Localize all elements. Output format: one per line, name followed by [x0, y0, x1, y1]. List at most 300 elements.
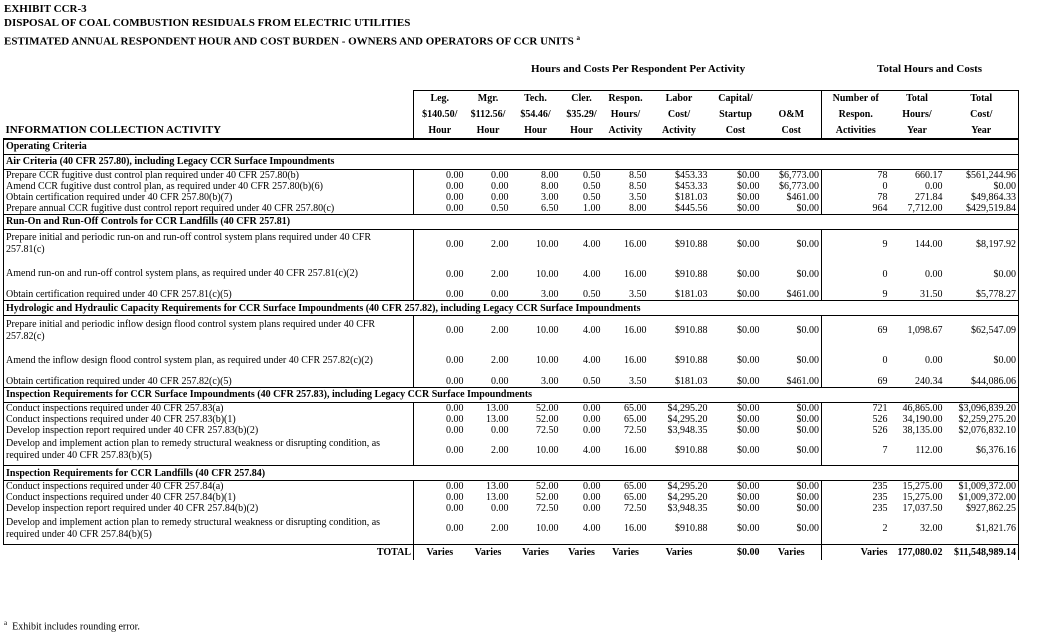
table-row [4, 492, 1019, 503]
value-cell-mgr: 13.00 [486, 402, 509, 414]
value-cell-tech: 52.00 [536, 413, 559, 425]
column-header-om: O&M [762, 107, 822, 123]
value-cell-mgr: 2.00 [491, 238, 509, 250]
section-row [4, 154, 1019, 169]
table-row [4, 316, 1019, 346]
value-cell-cost: $2,076,832.10 [945, 425, 1019, 436]
value-cell-hours: 38,135.00 [902, 424, 943, 436]
value-cell-hours: 112.00 [915, 444, 943, 456]
value-cell-hours: 31.50 [920, 289, 943, 300]
value-cell-mgr: 0.00 [491, 375, 509, 387]
value-cell-leg: 0.00 [414, 229, 466, 259]
column-header-respon: Hours/ [610, 109, 641, 120]
value-cell-leg: 0.00 [414, 492, 466, 503]
section-title: Inspection Requirements for CCR Surface Impoundments (40 CFR 257.83), including Legacy CCR Surface Impoundments [4, 387, 1019, 402]
total-cell-tech: Varies [511, 544, 561, 560]
exhibit-title: DISPOSAL OF COAL COMBUSTION RESIDUALS FROM ELECTRIC UTILITIES [4, 17, 411, 29]
header-spacer [4, 107, 414, 123]
value-cell-num: 78 [822, 169, 890, 181]
value-cell-hours: 144.00 [915, 238, 943, 250]
value-cell-cost: $429,519.84 [945, 203, 1019, 215]
value-cell-mgr: 13.00 [486, 492, 509, 503]
value-cell-labor: $910.88 [675, 355, 708, 366]
column-header-labor: Activity [662, 124, 696, 136]
value-cell-mgr: 2.00 [491, 325, 509, 337]
column-header-capital: Cost [725, 124, 746, 136]
value-cell-cler: 4.00 [583, 444, 601, 456]
total-cell-respon: Varies [603, 544, 649, 560]
column-header-leg: Leg. [414, 91, 466, 107]
value-cell-tech: 10.00 [536, 355, 559, 366]
table-row [4, 402, 1019, 414]
value-cell-mgr: 0.00 [491, 424, 509, 436]
value-cell-cost: $1,821.76 [945, 514, 1019, 544]
value-cell-num: 721 [822, 402, 890, 414]
value-cell-tech: 52.00 [536, 481, 559, 492]
value-cell-mgr: 0.00 [491, 289, 509, 300]
value-cell-om: $0.00 [762, 492, 822, 503]
value-cell-leg: 0.00 [414, 481, 466, 493]
footnote-text: Exhibit includes rounding error. [12, 621, 140, 633]
table-row [4, 192, 1019, 203]
column-header-respon: Activity [608, 124, 643, 136]
table-row [4, 414, 1019, 425]
section-title: Inspection Requirements for CCR Landfills (40 CFR 257.84) [4, 466, 1019, 481]
table-body [4, 91, 1019, 560]
value-cell-respon: 16.00 [624, 325, 647, 337]
footnote [4, 619, 140, 632]
value-cell-cler: 4.00 [583, 268, 601, 280]
value-cell-tech: 72.50 [536, 503, 559, 514]
activity-cell: Prepare annual CCR fugitive dust control report required under 40 CFR 257.80(c) [4, 203, 414, 215]
value-cell-hours: 0.00 [925, 268, 943, 280]
value-cell-cost: $2,259,275.20 [945, 414, 1019, 425]
value-cell-cost: $1,009,372.00 [945, 481, 1019, 493]
value-cell-tech: 10.00 [536, 325, 559, 337]
value-cell-om: $0.00 [762, 402, 822, 414]
value-cell-capital: $0.00 [737, 355, 760, 366]
activity-cell: Develop and implement action plan to remedy structural weakness or disrupting condition, as required under 40 CFR 257.83(b)(5) [4, 436, 414, 466]
column-header-capital: Capital/ [710, 91, 762, 107]
total-row [4, 544, 1019, 560]
value-cell-cost: $561,244.96 [945, 169, 1019, 181]
value-cell-num: 526 [822, 425, 890, 436]
value-cell-num: 69 [822, 316, 890, 346]
value-cell-cost: $3,096,839.20 [945, 402, 1019, 414]
value-cell-cler: 0.50 [583, 169, 601, 181]
column-header-tech: $54.46/ [520, 109, 551, 120]
value-cell-cler: 0.00 [583, 413, 601, 425]
value-cell-cler: 0.00 [583, 402, 601, 414]
value-cell-leg: 0.00 [414, 425, 466, 436]
value-cell-num: 78 [822, 192, 890, 203]
value-cell-mgr: 0.00 [491, 169, 509, 181]
activity-cell: Obtain certification required under 40 CFR 257.81(c)(5) [4, 289, 414, 301]
value-cell-mgr: 2.00 [491, 355, 509, 366]
activity-cell: Prepare CCR fugitive dust control plan required under 40 CFR 257.80(b) [4, 169, 414, 181]
total-cell-capital: $0.00 [710, 544, 762, 560]
value-cell-labor: $3,948.35 [667, 424, 708, 436]
value-cell-capital: $0.00 [737, 191, 760, 203]
value-cell-capital: $0.00 [737, 424, 760, 436]
value-cell-tech: 8.00 [541, 169, 559, 181]
header-row [4, 107, 1019, 123]
value-cell-leg: 0.00 [414, 436, 466, 466]
value-cell-respon: 3.50 [629, 375, 647, 387]
value-cell-respon: 3.50 [629, 289, 647, 300]
activity-cell: Conduct inspections required under 40 CFR 257.84(b)(1) [4, 492, 414, 503]
value-cell-leg: 0.00 [414, 192, 466, 203]
activity-cell: Develop inspection report required under 40 CFR 257.84(b)(2) [4, 503, 414, 514]
column-header-total_hours: Total [890, 91, 945, 107]
activity-cell: Prepare initial and periodic inflow design flood control system plans required under 40 CFR 257.82(c) [4, 316, 414, 346]
value-cell-cler: 4.00 [583, 355, 601, 366]
total-label: TOTAL [4, 544, 414, 560]
value-cell-om: $0.00 [762, 316, 822, 346]
value-cell-cost: $5,778.27 [945, 289, 1019, 301]
value-cell-capital: $0.00 [737, 503, 760, 514]
value-cell-cost: $0.00 [945, 181, 1019, 192]
value-cell-respon: 72.50 [624, 503, 647, 514]
value-cell-tech: 6.50 [541, 202, 559, 214]
section-title: Air Criteria (40 CFR 257.80), including Legacy CCR Surface Impoundments [4, 154, 1019, 169]
value-cell-num: 235 [822, 481, 890, 493]
value-cell-respon: 16.00 [624, 523, 647, 535]
value-cell-labor: $4,295.20 [667, 492, 708, 503]
value-cell-num: 0 [822, 181, 890, 192]
value-cell-leg: 0.00 [414, 514, 466, 544]
value-cell-labor: $453.33 [675, 180, 708, 192]
section-title: Hydrologic and Hydraulic Capacity Requirements for CCR Surface Impoundments (40 CFR 257.82), including Legacy CCR Surface Impoundments [4, 301, 1019, 316]
value-cell-cler: 4.00 [583, 325, 601, 337]
value-cell-num: 526 [822, 414, 890, 425]
value-cell-cost: $8,197.92 [945, 229, 1019, 259]
section-row [4, 214, 1019, 229]
activity-cell: Amend CCR fugitive dust control plan, as required under 40 CFR 257.80(b)(6) [4, 181, 414, 192]
value-cell-labor: $4,295.20 [667, 413, 708, 425]
header-spacer [4, 91, 414, 107]
value-cell-mgr: 0.00 [491, 503, 509, 514]
value-cell-mgr: 2.00 [491, 444, 509, 456]
value-cell-respon: 3.50 [629, 191, 647, 203]
value-cell-om: $6,773.00 [762, 181, 822, 192]
value-cell-hours: 1,098.67 [907, 325, 943, 337]
activity-column-header: INFORMATION COLLECTION ACTIVITY [5, 123, 222, 136]
value-cell-cler: 0.00 [583, 481, 601, 492]
exhibit-subtitle [4, 31, 580, 49]
value-cell-om: $461.00 [762, 376, 822, 388]
total-cell-mgr: Varies [466, 544, 511, 560]
value-cell-tech: 10.00 [536, 444, 559, 456]
column-header-total_cost: Year [945, 123, 1019, 139]
value-cell-num: 235 [822, 492, 890, 503]
value-cell-mgr: 0.00 [491, 180, 509, 192]
value-cell-cost: $1,009,372.00 [945, 492, 1019, 503]
table-row [4, 376, 1019, 388]
value-cell-om: $0.00 [762, 481, 822, 493]
value-cell-mgr: 2.00 [491, 268, 509, 280]
value-cell-cler: 0.00 [583, 503, 601, 514]
value-cell-labor: $4,295.20 [667, 402, 708, 414]
value-cell-leg: 0.00 [414, 289, 466, 301]
value-cell-hours: 240.34 [915, 375, 943, 387]
value-cell-capital: $0.00 [737, 523, 760, 535]
value-cell-hours: 15,275.00 [902, 492, 943, 503]
section-row [4, 387, 1019, 402]
value-cell-tech: 72.50 [536, 424, 559, 436]
activity-cell: Prepare initial and periodic run-on and run-off control system plans required under 40 CFR 257.81(c) [4, 229, 414, 259]
value-cell-leg: 0.00 [414, 316, 466, 346]
value-cell-cler: 4.00 [583, 523, 601, 535]
value-cell-leg: 0.00 [414, 414, 466, 425]
value-cell-respon: 16.00 [624, 238, 647, 250]
value-cell-cost: $927,862.25 [945, 503, 1019, 514]
table-row [4, 229, 1019, 259]
value-cell-hours: 271.84 [915, 191, 943, 203]
section-row [4, 466, 1019, 481]
exhibit-label: EXHIBIT CCR-3 [4, 3, 87, 15]
activity-cell: Conduct inspections required under 40 CFR 257.83(b)(1) [4, 414, 414, 425]
column-header-cler: Hour [570, 124, 593, 136]
column-header-mgr: Hour [476, 124, 500, 136]
value-cell-num: 0 [822, 259, 890, 289]
value-cell-om: $6,773.00 [762, 169, 822, 181]
column-header-total_cost: Total [945, 91, 1019, 107]
value-cell-hours: 0.00 [925, 180, 943, 192]
value-cell-tech: 52.00 [536, 402, 559, 414]
activity-cell: Conduct inspections required under 40 CFR 257.84(a) [4, 481, 414, 493]
table-row [4, 169, 1019, 181]
value-cell-hours: 46,865.00 [902, 402, 943, 414]
value-cell-respon: 65.00 [624, 402, 647, 414]
total-cell-cost: $11,548,989.14 [945, 544, 1019, 560]
value-cell-capital: $0.00 [737, 413, 760, 425]
category-label: Operating Criteria [4, 139, 1019, 155]
total-cell-hours: 177,080.02 [890, 544, 945, 560]
value-cell-labor: $181.03 [675, 375, 708, 387]
column-header-om: Cost [762, 123, 822, 139]
value-cell-capital: $0.00 [737, 180, 760, 192]
value-cell-hours: 17,037.50 [902, 503, 943, 514]
value-cell-capital: $0.00 [737, 202, 760, 214]
value-cell-leg: 0.00 [414, 203, 466, 215]
value-cell-respon: 65.00 [624, 492, 647, 503]
value-cell-cost: $6,376.16 [945, 436, 1019, 466]
total-cell-om: Varies [762, 544, 822, 560]
value-cell-om: $0.00 [762, 229, 822, 259]
footnote-mark: a [4, 619, 8, 627]
value-cell-cost: $0.00 [945, 346, 1019, 376]
table-row [4, 425, 1019, 436]
value-cell-respon: 8.50 [629, 180, 647, 192]
value-cell-num: 235 [822, 503, 890, 514]
value-cell-om: $0.00 [762, 503, 822, 514]
value-cell-cost: $49,864.33 [945, 192, 1019, 203]
value-cell-hours: 7,712.00 [907, 202, 943, 214]
header-row [4, 123, 1019, 139]
value-cell-num: 0 [822, 346, 890, 376]
total-cell-labor: Varies [649, 544, 710, 560]
value-cell-mgr: 13.00 [486, 481, 509, 492]
value-cell-labor: $445.56 [675, 202, 708, 214]
value-cell-tech: 3.00 [541, 289, 559, 300]
value-cell-num: 9 [822, 289, 890, 301]
value-cell-leg: 0.00 [414, 402, 466, 414]
value-cell-om: $461.00 [762, 289, 822, 301]
value-cell-tech: 10.00 [536, 268, 559, 280]
value-cell-labor: $910.88 [675, 523, 708, 535]
activity-cell: Obtain certification required under 40 CFR 257.80(b)(7) [4, 192, 414, 203]
value-cell-cler: 0.00 [583, 424, 601, 436]
total-cell-cler: Varies [561, 544, 603, 560]
subtitle-footnote-mark: a [576, 34, 580, 42]
value-cell-mgr: 2.00 [491, 523, 509, 535]
value-cell-hours: 15,275.00 [902, 481, 943, 492]
value-cell-leg: 0.00 [414, 503, 466, 514]
activity-cell: Amend run-on and run-off control system plans, as required under 40 CFR 257.81(c)(2) [4, 259, 414, 289]
activity-cell: Obtain certification required under 40 CFR 257.82(c)(5) [4, 376, 414, 388]
activity-cell: Conduct inspections required under 40 CFR 257.83(a) [4, 402, 414, 414]
value-cell-hours: 660.17 [915, 169, 943, 181]
value-cell-labor: $3,948.35 [667, 503, 708, 514]
column-header-num_resp: Activities [822, 123, 890, 139]
value-cell-tech: 52.00 [536, 492, 559, 503]
value-cell-respon: 16.00 [624, 268, 647, 280]
section-row [4, 301, 1019, 316]
value-cell-leg: 0.00 [414, 346, 466, 376]
category-row [4, 139, 1019, 155]
column-header-tech: Hour [524, 124, 547, 136]
value-cell-hours: 32.00 [920, 523, 943, 535]
group-header-per-respondent: Hours and Costs Per Respondent Per Activity [531, 63, 746, 75]
value-cell-respon: 16.00 [624, 355, 647, 366]
column-header-cler: Cler. [561, 91, 603, 107]
column-header-total_cost: Cost/ [945, 107, 1019, 123]
value-cell-cler: 0.50 [583, 191, 601, 203]
table-row [4, 259, 1019, 289]
value-cell-om: $0.00 [762, 436, 822, 466]
value-cell-labor: $910.88 [675, 444, 708, 456]
total-cell-num: Varies [822, 544, 890, 560]
value-cell-cler: 1.00 [583, 202, 601, 214]
value-cell-labor: $453.33 [675, 169, 708, 181]
value-cell-labor: $910.88 [675, 238, 708, 250]
value-cell-leg: 0.00 [414, 259, 466, 289]
value-cell-cost: $44,086.06 [945, 376, 1019, 388]
value-cell-om: $0.00 [762, 514, 822, 544]
value-cell-capital: $0.00 [737, 238, 760, 250]
value-cell-cler: 0.00 [583, 492, 601, 503]
value-cell-respon: 16.00 [624, 444, 647, 456]
value-cell-tech: 8.00 [541, 180, 559, 192]
value-cell-respon: 8.00 [629, 202, 647, 214]
value-cell-mgr: 0.00 [491, 191, 509, 203]
table-row [4, 289, 1019, 301]
value-cell-capital: $0.00 [737, 289, 760, 300]
burden-table [3, 90, 1019, 560]
value-cell-leg: 0.00 [414, 376, 466, 388]
column-header-num_resp: Number of [822, 91, 890, 107]
total-cell-leg: Varies [414, 544, 466, 560]
value-cell-labor: $181.03 [675, 289, 708, 300]
value-cell-tech: 10.00 [536, 238, 559, 250]
activity-cell: Amend the inflow design flood control system plan, as required under 40 CFR 257.82(c)(2) [4, 346, 414, 376]
value-cell-om: $461.00 [762, 192, 822, 203]
value-cell-cler: 0.50 [583, 289, 601, 300]
value-cell-respon: 72.50 [624, 424, 647, 436]
value-cell-num: 69 [822, 376, 890, 388]
column-header-total_hours: Year [907, 124, 927, 136]
column-header-om [762, 91, 822, 107]
value-cell-om: $0.00 [762, 203, 822, 215]
value-cell-num: 964 [822, 203, 890, 215]
value-cell-hours: 0.00 [925, 355, 943, 366]
value-cell-cler: 0.50 [583, 375, 601, 387]
value-cell-tech: 3.00 [541, 191, 559, 203]
header-row [4, 91, 1019, 107]
value-cell-mgr: 13.00 [486, 413, 509, 425]
value-cell-labor: $910.88 [675, 268, 708, 280]
value-cell-cler: 0.50 [583, 180, 601, 192]
column-header-labor: Cost/ [667, 109, 691, 120]
value-cell-labor: $910.88 [675, 325, 708, 337]
column-header-mgr: Mgr. [466, 91, 511, 107]
column-header-respon: Respon. [603, 91, 649, 107]
exhibit-subtitle-text: ESTIMATED ANNUAL RESPONDENT HOUR AND COST BURDEN - OWNERS AND OPERATORS OF CCR UNITS [4, 35, 574, 48]
table-row [4, 181, 1019, 192]
table-row [4, 514, 1019, 544]
value-cell-respon: 65.00 [624, 413, 647, 425]
value-cell-tech: 10.00 [536, 523, 559, 535]
table-row [4, 203, 1019, 215]
value-cell-om: $0.00 [762, 259, 822, 289]
value-cell-capital: $0.00 [737, 481, 760, 492]
value-cell-om: $0.00 [762, 414, 822, 425]
value-cell-om: $0.00 [762, 346, 822, 376]
value-cell-respon: 8.50 [629, 169, 647, 181]
table-row [4, 436, 1019, 466]
column-header-labor: Labor [649, 91, 710, 107]
column-header-leg: $140.50/ [414, 107, 466, 123]
value-cell-num: 7 [822, 436, 890, 466]
value-cell-labor: $181.03 [675, 191, 708, 203]
table-row [4, 481, 1019, 493]
column-header-total_hours: Hours/ [902, 109, 932, 120]
value-cell-mgr: 0.50 [491, 202, 509, 214]
value-cell-capital: $0.00 [737, 402, 760, 414]
column-header-cler: $35.29/ [566, 109, 597, 120]
value-cell-labor: $4,295.20 [667, 481, 708, 492]
value-cell-respon: 65.00 [624, 481, 647, 492]
table-row [4, 346, 1019, 376]
activity-cell: Develop and implement action plan to remedy structural weakness or disrupting condition, as required under 40 CFR 257.84(b)(5) [4, 514, 414, 544]
value-cell-capital: $0.00 [737, 325, 760, 337]
value-cell-cost: $0.00 [945, 259, 1019, 289]
activity-cell: Develop inspection report required under 40 CFR 257.83(b)(2) [4, 425, 414, 436]
value-cell-om: $0.00 [762, 425, 822, 436]
value-cell-hours: 34,190.00 [902, 413, 943, 425]
column-header-mgr: $112.56/ [470, 109, 506, 120]
column-header-tech: Tech. [511, 91, 561, 107]
section-title: Run-On and Run-Off Controls for CCR Landfills (40 CFR 257.81) [4, 214, 1019, 229]
group-header-totals: Total Hours and Costs [877, 63, 983, 75]
column-header-num_resp: Respon. [822, 107, 890, 123]
value-cell-capital: $0.00 [737, 169, 760, 181]
value-cell-num: 9 [822, 229, 890, 259]
value-cell-capital: $0.00 [737, 375, 760, 387]
column-header-leg: Hour [414, 123, 466, 139]
value-cell-capital: $0.00 [737, 492, 760, 503]
